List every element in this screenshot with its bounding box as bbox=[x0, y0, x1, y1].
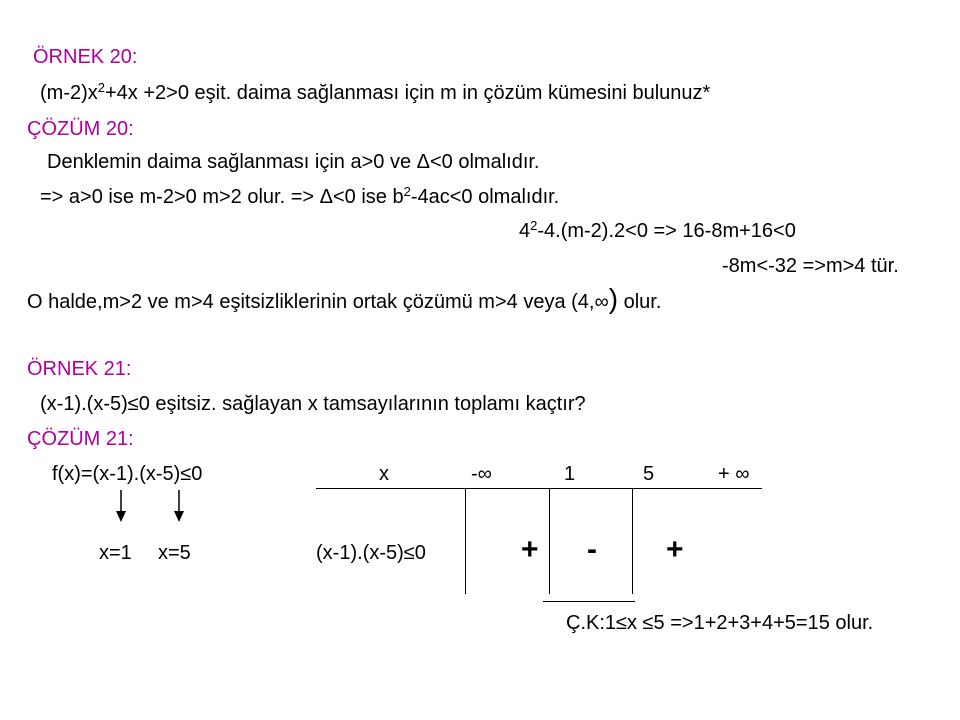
solution-21-answer: Ç.K:1≤x ≤5 =>1+2+3+4+5=15 olur. bbox=[566, 612, 874, 634]
solution-20-line-2: => a>0 ise m-2>0 m>2 olur. => Δ<0 ise $b^2-4ac<0$ olmalıdır. bbox=[40, 184, 560, 208]
solution-21-function: f(x)=(x-1).(x-5)≤0 bbox=[52, 463, 203, 485]
sign-table-divider-1 bbox=[549, 488, 550, 594]
solution-21-heading: ÇÖZÜM 21: bbox=[27, 428, 134, 450]
example-20-problem: $(m-2)x^2+4x +2>0$ eşit. daima sağlanması için m in çözüm kümesini bulunuz* bbox=[40, 80, 711, 104]
sign-plus-left: + bbox=[521, 533, 539, 566]
example-20-heading: ÖRNEK 20: bbox=[33, 46, 138, 68]
sign-table-x-label: x bbox=[379, 463, 389, 485]
example-21-problem: (x-1).(x-5)≤0 eşitsiz. sağlayan x tamsayılarının toplamı kaçtır? bbox=[40, 393, 586, 415]
solution-interval-underline bbox=[543, 601, 635, 602]
sign-table-divider-5 bbox=[632, 488, 633, 594]
solution-20-line-4: -8m<-32 =>m>4 tür. bbox=[722, 255, 899, 277]
sign-table-header-line bbox=[316, 488, 762, 489]
example-21-heading: ÖRNEK 21: bbox=[27, 358, 132, 380]
solution-20-line-3: $4^2-4.(m-2).2<0 => 16-8m+16<0$ bbox=[519, 218, 796, 242]
sign-table-root-5: 5 bbox=[643, 463, 655, 485]
sign-table-neg-inf: -∞ bbox=[471, 463, 492, 485]
sign-table-row-label: (x-1).(x-5)≤0 bbox=[316, 542, 426, 564]
sign-table-pos-inf: + ∞ bbox=[718, 463, 750, 485]
solution-20-conclusion: O halde,m>2 ve m>4 eşitsizliklerinin ortak çözümü m>4 veya (4,∞) olur. bbox=[27, 283, 662, 314]
root-x1: x=1 bbox=[99, 542, 132, 564]
sign-table-divider-left bbox=[465, 488, 466, 594]
sign-minus-middle: - bbox=[587, 533, 597, 566]
sign-plus-right: + bbox=[666, 533, 684, 566]
sign-table-root-1: 1 bbox=[564, 463, 576, 485]
solution-20-heading: ÇÖZÜM 20: bbox=[27, 118, 134, 140]
root-x5: x=5 bbox=[158, 542, 191, 564]
solution-20-line-1: Denklemin daima sağlanması için a>0 ve Δ<0 olmalıdır. bbox=[47, 151, 540, 173]
